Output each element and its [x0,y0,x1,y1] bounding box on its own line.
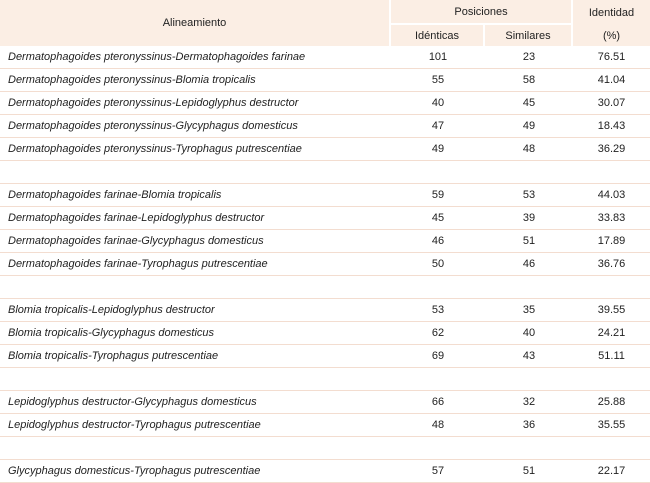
spacer-cell [0,276,391,299]
similar-cell: 51 [485,230,573,253]
similar-cell: 40 [485,322,573,345]
identical-cell: 55 [391,69,485,92]
identity-cell: 36.76 [573,253,650,276]
table-row [0,299,650,322]
header-identity-unit: (%) [573,25,650,46]
identical-cell: 46 [391,230,485,253]
identical-cell: 66 [391,391,485,414]
identity-cell: 24.21 [573,322,650,345]
table-row [0,391,650,414]
alignment-cell: Blomia tropicalis-Tyrophagus putrescentiae [0,345,391,368]
spacer-cell [485,437,573,460]
similar-cell: 58 [485,69,573,92]
similar-cell: 23 [485,46,573,69]
alignment-cell: Dermatophagoides pteronyssinus-Dermatophagoides farinae [0,46,391,69]
similar-cell: 49 [485,115,573,138]
identical-cell: 101 [391,46,485,69]
identical-cell: 69 [391,345,485,368]
header-positions: Posiciones [391,0,573,25]
spacer-cell [391,368,485,391]
spacer-cell [391,437,485,460]
identical-cell: 40 [391,92,485,115]
similar-cell: 43 [485,345,573,368]
similar-cell: 48 [485,138,573,161]
table-row [0,138,650,161]
identity-cell: 25.88 [573,391,650,414]
alignment-cell: Dermatophagoides pteronyssinus-Blomia tropicalis [0,69,391,92]
identity-cell: 33.83 [573,207,650,230]
similar-cell: 32 [485,391,573,414]
similar-cell: 45 [485,92,573,115]
identity-cell: 41.04 [573,69,650,92]
identity-cell: 44.03 [573,184,650,207]
alignment-cell: Blomia tropicalis-Lepidoglyphus destructor [0,299,391,322]
similar-cell: 35 [485,299,573,322]
group-spacer-row [0,437,650,460]
spacer-cell [573,276,650,299]
identity-cell: 17.89 [573,230,650,253]
spacer-cell [485,368,573,391]
header-identity: Identidad [573,0,650,25]
header-identical: Idénticas [391,25,485,46]
identity-cell: 39.55 [573,299,650,322]
identical-cell: 53 [391,299,485,322]
alignment-cell: Dermatophagoides pteronyssinus-Tyrophagus putrescentiae [0,138,391,161]
identity-cell: 51.11 [573,345,650,368]
table-row [0,322,650,345]
table-row [0,207,650,230]
alignment-cell: Blomia tropicalis-Glycyphagus domesticus [0,322,391,345]
spacer-cell [391,276,485,299]
alignment-cell: Dermatophagoides farinae-Glycyphagus domesticus [0,230,391,253]
spacer-cell [0,161,391,184]
spacer-cell [485,161,573,184]
header-similar: Similares [485,25,573,46]
table-row [0,184,650,207]
alignment-cell: Glycyphagus domesticus-Tyrophagus putrescentiae [0,460,391,483]
group-spacer-row [0,368,650,391]
alignment-cell: Dermatophagoides farinae-Lepidoglyphus destructor [0,207,391,230]
identical-cell: 49 [391,138,485,161]
identical-cell: 50 [391,253,485,276]
identical-cell: 45 [391,207,485,230]
similar-cell: 36 [485,414,573,437]
table-row [0,253,650,276]
identical-cell: 48 [391,414,485,437]
spacer-cell [573,161,650,184]
group-spacer-row [0,276,650,299]
table-row [0,115,650,138]
header-alignment: Alineamiento [0,0,391,46]
similar-cell: 46 [485,253,573,276]
table-row [0,345,650,368]
similar-cell: 51 [485,460,573,483]
table-header [0,0,650,46]
identity-cell: 30.07 [573,92,650,115]
identical-cell: 47 [391,115,485,138]
table-body [0,46,650,483]
similar-cell: 53 [485,184,573,207]
alignment-cell: Dermatophagoides pteronyssinus-Glycyphagus domesticus [0,115,391,138]
spacer-cell [0,368,391,391]
alignment-cell: Lepidoglyphus destructor-Tyrophagus putrescentiae [0,414,391,437]
similar-cell: 39 [485,207,573,230]
alignment-cell: Lepidoglyphus destructor-Glycyphagus domesticus [0,391,391,414]
identity-cell: 76.51 [573,46,650,69]
group-spacer-row [0,161,650,184]
identity-cell: 36.29 [573,138,650,161]
identical-cell: 62 [391,322,485,345]
table-row [0,230,650,253]
identity-cell: 35.55 [573,414,650,437]
spacer-cell [0,437,391,460]
identity-cell: 22.17 [573,460,650,483]
alignment-cell: Dermatophagoides pteronyssinus-Lepidoglyphus destructor [0,92,391,115]
table-row [0,69,650,92]
table-row [0,414,650,437]
spacer-cell [573,368,650,391]
spacer-cell [391,161,485,184]
spacer-cell [573,437,650,460]
table-row [0,92,650,115]
identical-cell: 57 [391,460,485,483]
identity-cell: 18.43 [573,115,650,138]
alignment-cell: Dermatophagoides farinae-Blomia tropicalis [0,184,391,207]
identical-cell: 59 [391,184,485,207]
table-row [0,46,650,69]
spacer-cell [485,276,573,299]
alignment-cell: Dermatophagoides farinae-Tyrophagus putrescentiae [0,253,391,276]
